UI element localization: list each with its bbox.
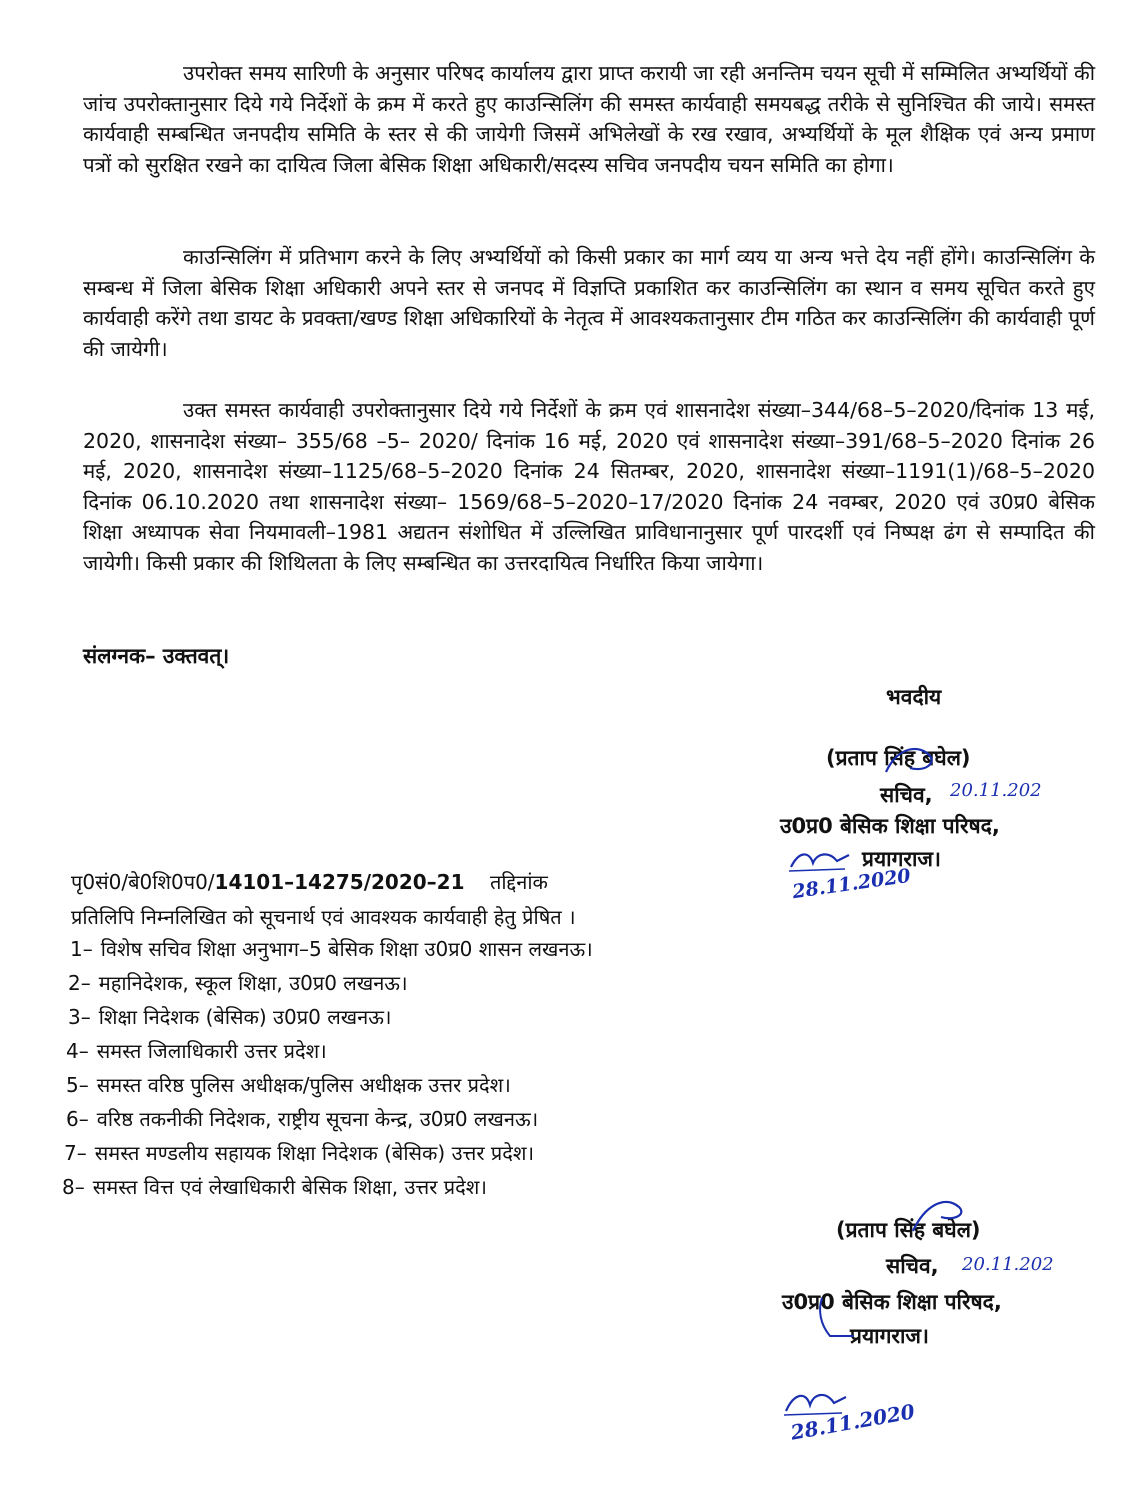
list-item: 8– समस्त वित्त एवं लेखाधिकारी बेसिक शिक्षा, उत्तर प्रदेश। — [62, 1175, 487, 1199]
list-item: 4– समस्त जिलाधिकारी उत्तर प्रदेश। — [66, 1039, 327, 1063]
initials-scribble-1 — [785, 845, 855, 875]
body-paragraph-2: काउन्सिलिंग में प्रतिभाग करने के लिए अभ्यर्थियों को किसी प्रकार का मार्ग व्यय या अन्य भत्ते देय नहीं होंगे। काउन्सिलिंग के सम्बन्ध में जिला बेसिक शिक्षा अधिकारी अपने स्तर से जनपद में विज्ञप्ति प्रकाशित कर काउन्सिलिंग का स्थान व समय सूचित करते हुए कार्यवाही करेंगे तथा डायट के प्रवक्ता/खण्ड शिक्षा अधिकारियों के नेतृत्व में आवश्यकतानुसार टीम गठित कर काउन्सिलिंग की कार्यवाही पूर्ण की जायेगी। — [83, 245, 1095, 361]
signatory-office-2: उ0प्र0 बेसिक शिक्षा परिषद, — [782, 1290, 1002, 1314]
list-item: 6– वरिष्ठ तकनीकी निदेशक, राष्ट्रीय सूचना केन्द्र, उ0प्र0 लखनऊ। — [66, 1107, 539, 1131]
signatory-name-2: (प्रताप सिंह बघेल) — [836, 1218, 981, 1242]
signatory-designation-2: सचिव, — [886, 1254, 939, 1278]
signatory-office-1: उ0प्र0 बेसिक शिक्षा परिषद, — [780, 814, 1000, 838]
bracket-mark — [810, 1290, 860, 1350]
reference-prefix: पृ0सं0/बे0शि0प0/ — [71, 870, 215, 894]
signatory-designation-1: सचिव, — [880, 783, 933, 807]
handwritten-date-stamp-1: 28.11.2020 — [791, 864, 912, 904]
recipient-list — [62, 932, 593, 1204]
body-paragraph-3: उक्त समस्त कार्यवाही उपरोक्तानुसार दिये गये निर्देशों के क्रम एवं शासनादेश संख्या–344/68–5–2020/दिनांक 13 मई, 2020, शासनादेश संख्या– 355/68 –5– 2020/ दिनांक 16 मई, 2020 एवं शासनादेश संख्या–391/68–5–2020 दिनांक 26 मई, 2020, शासनादेश संख्या–1125/68–5–2020 दिनांक 24 सितम्बर, 2020, शासनादेश संख्या–1191(1)/68–5–2020 दिनांक 06.10.2020 तथा शासनादेश संख्या– 1569/68–5–2020–17/2020 दिनांक 24 नवम्बर, 2020 एवं उ0प्र0 बेसिक शिक्षा अध्यापक सेवा नियमावली–1981 अद्यतन संशोधित में उल्लिखित प्राविधानानुसार पूर्ण पारदर्शी एवं निष्पक्ष ढंग से सम्पादित की जायेगी। किसी प्रकार की शिथिलता के लिए सम्बन्धित का उत्तरदायित्व निर्धारित किया जायेगा। — [83, 398, 1095, 575]
list-item: 3– शिक्षा निदेशक (बेसिक) उ0प्र0 लखनऊ। — [68, 1005, 392, 1029]
signatory-city-1: प्रयागराज। — [862, 847, 941, 871]
signatory-city-2: प्रयागराज। — [850, 1324, 929, 1348]
list-item: 5– समस्त वरिष्ठ पुलिस अधीक्षक/पुलिस अधीक्षक उत्तर प्रदेश। — [66, 1073, 511, 1097]
attachment-note: संलग्नक– उक्तवत्। — [83, 644, 230, 668]
list-item: 1– विशेष सचिव शिक्षा अनुभाग–5 बेसिक शिक्षा उ0प्र0 शासन लखनऊ। — [70, 937, 593, 961]
reference-number-line — [71, 868, 548, 895]
signatory-name-1: (प्रताप सिंह बघेल) — [826, 746, 971, 770]
signature-flourish-1 — [880, 742, 940, 778]
reference-number: 14101–14275/2020–21 — [214, 870, 465, 894]
handwritten-initial-date-1: 20.11.202 — [950, 780, 1042, 801]
body-paragraph-1: उपरोक्त समय सारिणी के अनुसार परिषद कार्यालय द्वारा प्राप्त करायी जा रही अनन्तिम चयन सूची में सम्मिलित अभ्यर्थियों की जांच उपरोक्तानुसार दिये गये निर्देशों के क्रम में करते हुए काउन्सिलिंग की समस्त कार्यवाही समयबद्ध तरीके से सुनिश्चित की जाये। समस्त कार्यवाही सम्बन्धित जनपदीय समिति के स्तर से की जायेगी जिसमें अभिलेखों के रख रखाव, अभ्यर्थियों के मूल शैक्षिक एवं अन्य प्रमाण पत्रों को सुरक्षित रखने का दायित्व जिला बेसिक शिक्षा अधिकारी/सदस्य सचिव जनपदीय चयन समिति का होगा। — [83, 61, 1096, 177]
copy-forward-intro: प्रतिलिपि निम्नलिखित को सूचनार्थ एवं आवश्यक कार्यवाही हेतु प्रेषित । — [71, 905, 576, 929]
handwritten-initial-date-2: 20.11.202 — [962, 1254, 1054, 1275]
list-item: 7– समस्त मण्डलीय सहायक शिक्षा निदेशक (बेसिक) उत्तर प्रदेश। — [64, 1141, 535, 1165]
list-item: 2– महानिदेशक, स्कूल शिक्षा, उ0प्र0 लखनऊ। — [68, 971, 408, 995]
reference-date: तद्दिनांक — [489, 870, 548, 894]
handwritten-date-stamp-2: 28.11.2020 — [788, 1399, 917, 1445]
signature-flourish-2 — [905, 1195, 975, 1235]
closing-salutation: भवदीय — [886, 685, 942, 709]
